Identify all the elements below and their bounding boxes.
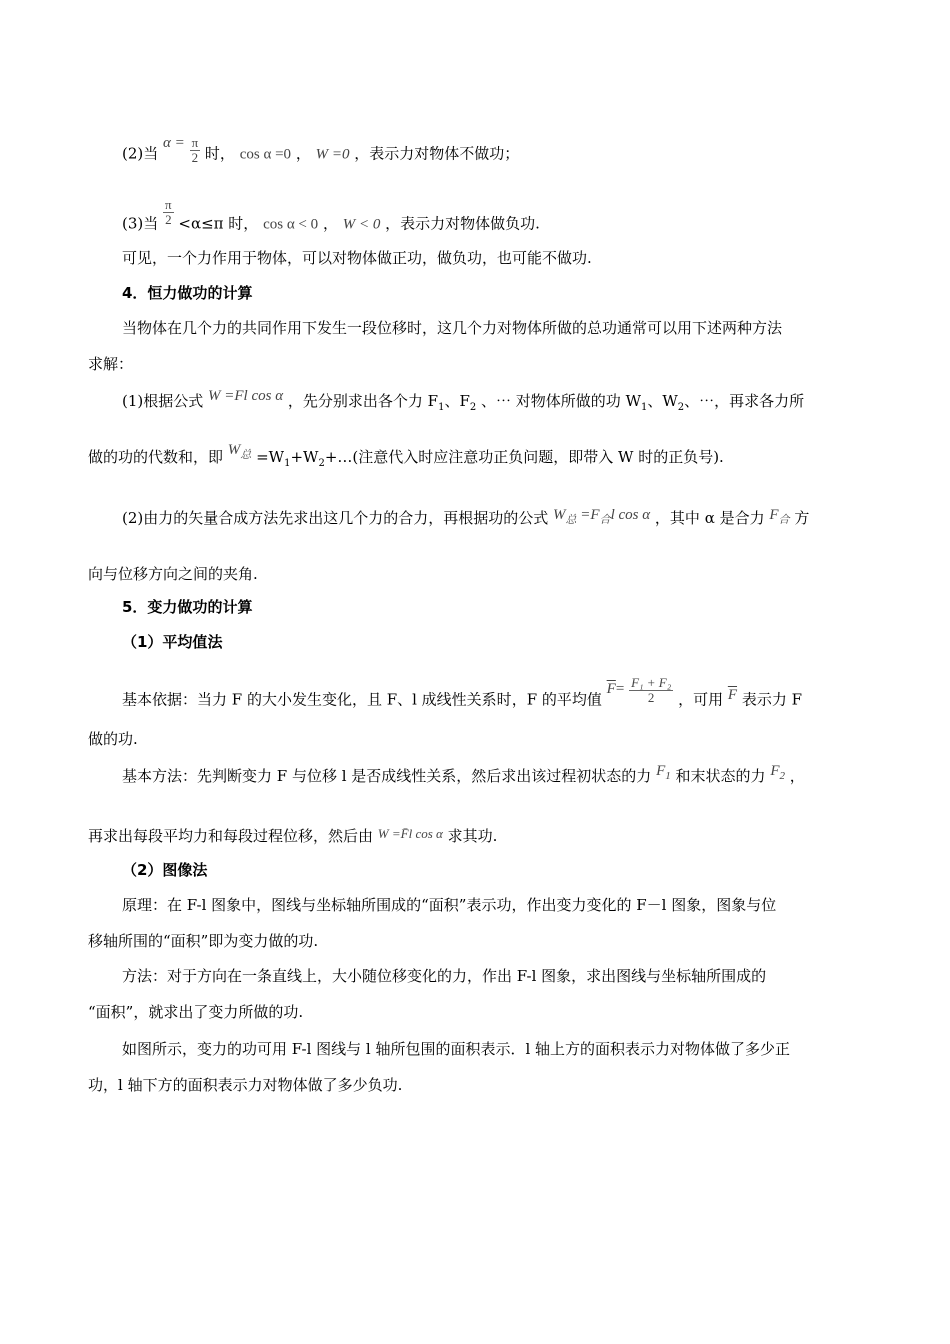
heading-5-2: （2）图像法 (122, 861, 208, 879)
text: 、W (647, 392, 678, 410)
text-line-2 (122, 197, 540, 239)
sub-2: 2 (779, 770, 785, 782)
text: 做的功的代数和，即 (88, 448, 224, 466)
w-symbol: W (553, 507, 566, 523)
text-line-1 (122, 134, 520, 169)
sub-1: 1 (665, 770, 671, 782)
pi-over-2 (190, 136, 201, 165)
text: 、⋯，再求各力所 (684, 392, 805, 410)
text: 表示力 F (741, 690, 802, 709)
text-line-5: (1)根据公式 W =Fl cos α ，先分别求出各个力 $F_1$、$F_2$ 、⋯ 对物体所做的功 $W_1$、$W_2$、⋯，再求各力所 (122, 388, 805, 413)
text: =W (256, 448, 285, 466)
text: <α≤π 时， (178, 214, 259, 233)
text-line-13a: 原理：在 F-l 图象中，图线与坐标轴所围成的“面积”表示功，作出变力变化的 F－l 图象，图象与位 (122, 896, 777, 914)
math-work-formula: W =Fl cos α (208, 388, 284, 404)
w-symbol: W (227, 442, 241, 458)
eq-sign: = (615, 680, 625, 697)
text: ， (789, 767, 805, 785)
heading-4: 4．恒力做功的计算 (122, 284, 253, 302)
alpha-eq: α = (163, 134, 185, 151)
f-bar: $\overline{F}$ (606, 680, 616, 697)
text: 基本依据：当力 F 的大小发生变化，且 F、l 成线性关系时，F 的平均值 (122, 690, 602, 709)
math-work-average: W =F̄l cos α (377, 826, 443, 841)
text-line-4a: 当物体在几个力的共同作用下发生一段位移时，这几个力对物体所做的总功通常可以用下述两种方法 (122, 319, 783, 337)
math-w: W < 0 (342, 216, 381, 233)
f-bar: $\overline{F}$ (727, 686, 738, 703)
average-force-fraction (629, 676, 673, 705)
frac-den: 2 (165, 212, 172, 227)
text: 方 (794, 509, 810, 527)
f-symbol: =F (580, 507, 600, 523)
text-line-8: 向与位移方向之间的夹角. (88, 565, 258, 583)
text: ， (322, 214, 338, 233)
text-line-12 (88, 826, 497, 847)
text: +…(注意代入时应注意功正负问题，即带入 W 时的正负号). (324, 448, 724, 466)
text: (2)由力的矢量合成方法先求出这几个力的合力，再根据功的公式 (122, 509, 549, 527)
text-line-13b: 移轴所围的“面积”即为变力做的功. (88, 932, 319, 950)
text-line-6: 做的功的代数和，即 $W_总$ $=W_1+W_2+\dots$(注意代入时应注意功正负问题，即带入 W 时的正负号). (88, 442, 724, 469)
text: 和末状态的力 (675, 767, 766, 785)
text: ，表示力对物体不做功； (354, 144, 520, 163)
frac-num: π (191, 135, 199, 150)
frac-den: 2 (647, 690, 655, 705)
math-w-total (227, 442, 252, 461)
text-line-14a: 方法：对于方向在一条直线上，大小随位移变化的力，作出 F-l 图象，求出图线与坐标轴所围成的 (122, 967, 767, 985)
text: 、F (444, 392, 470, 410)
text-line-4b: 求解： (88, 355, 134, 373)
pi-over-2 (163, 198, 174, 227)
text: +W (290, 448, 319, 466)
frac-num: F₁ + F₂ (631, 675, 672, 690)
math-resultant-formula (553, 507, 651, 526)
text: ， (295, 144, 311, 163)
sub-total: 总 (565, 514, 577, 526)
text: 时， (204, 144, 235, 163)
line-2-prefix: (3)当 (122, 214, 159, 233)
sub-total: 总 (240, 449, 252, 461)
math-f1 (656, 763, 671, 782)
math-w: W =0 (315, 146, 350, 163)
frac-num: π (165, 197, 172, 212)
sub-net: 合 (778, 514, 790, 526)
text: ，先分别求出各个力 F (287, 392, 439, 410)
f-symbol: F (770, 763, 780, 779)
text: ，其中 α 是合力 (654, 509, 765, 527)
sub-net: 合 (599, 514, 611, 526)
text-line-15b: 功，l 轴下方的面积表示力对物体做了多少负功. (88, 1076, 403, 1094)
heading-5: 5．变力做功的计算 (122, 598, 253, 616)
l-cos: l cos α (610, 507, 651, 523)
line-1-prefix: (2)当 (122, 144, 159, 163)
text: 求其功. (447, 827, 498, 845)
text-line-3: 可见，一个力作用于物体，可以对物体做正功，做负功，也可能不做功. (122, 249, 592, 267)
frac-den: 2 (191, 150, 199, 165)
math-f2 (770, 763, 785, 782)
math-cos: cos α < 0 (263, 216, 319, 233)
text-line-7 (122, 508, 809, 534)
text-line-15a: 如图所示，变力的功可用 F-l 图线与 l 轴所包围的面积表示．l 轴上方的面积表示力对物体做了多少正 (122, 1040, 791, 1058)
math-cos: cos α =0 (239, 146, 292, 163)
text: ，表示力对物体做负功. (385, 214, 540, 233)
f-symbol: F (656, 763, 666, 779)
text: (1)根据公式 (122, 392, 204, 410)
text-line-9 (122, 675, 802, 715)
text-line-14b: “面积”，就求出了变力所做的功. (88, 1003, 304, 1021)
heading-5-1: （1）平均值法 (122, 633, 223, 651)
text: 基本方法：先判断变力 F 与位移 l 是否成线性关系，然后求出该过程初状态的力 (122, 767, 652, 785)
text-line-10: 做的功. (88, 730, 138, 748)
math-f-net (769, 507, 790, 526)
text-line-11 (122, 763, 805, 792)
text: ，可用 (678, 690, 724, 709)
text: 再求出每段平均力和每段过程位移，然后由 (88, 827, 374, 845)
f-symbol: F (769, 507, 779, 523)
text: 、⋯ 对物体所做的功 W (481, 392, 641, 410)
